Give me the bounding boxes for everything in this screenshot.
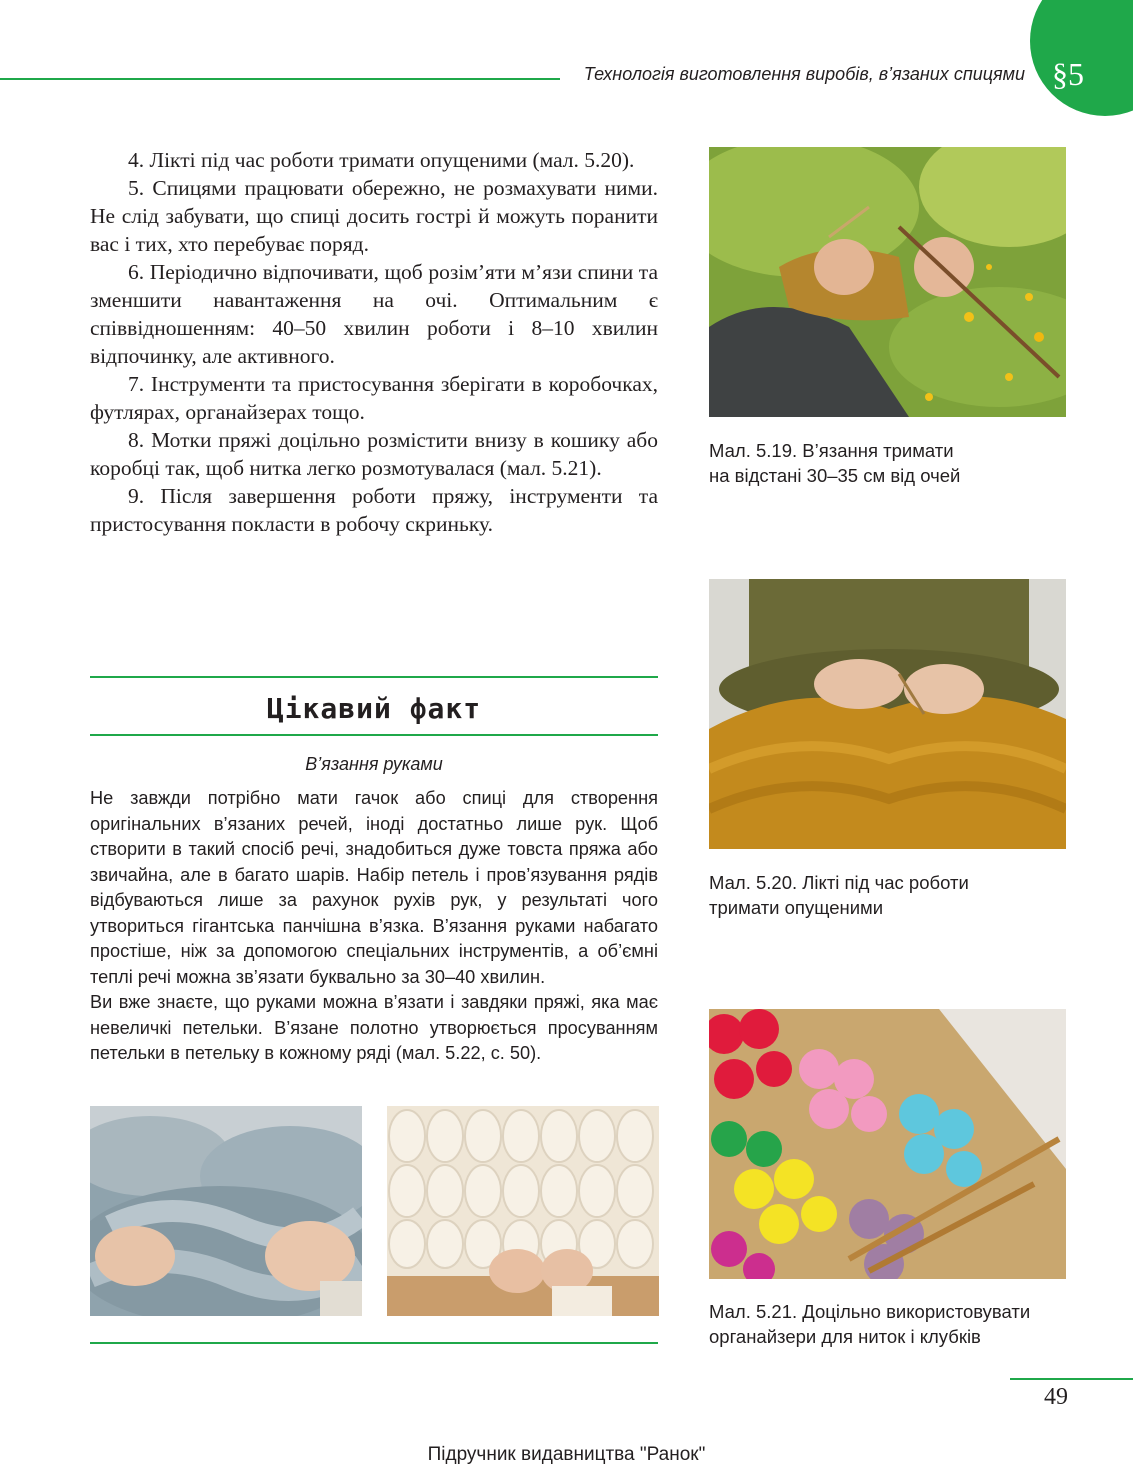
- photo-fig-5-19: [709, 147, 1066, 417]
- section-number: §5: [1052, 56, 1084, 92]
- safety-rules-list: [90, 146, 658, 538]
- caption-line: Мал. 5.20. Лікті під час роботи: [709, 872, 969, 893]
- photo-fig-5-21: [709, 1009, 1066, 1279]
- photo-fig-5-20: [709, 579, 1066, 849]
- caption-fig-5-20: [709, 870, 1069, 920]
- running-header-title: Технологія виготовлення виробів, в’язаних спицями: [583, 64, 1025, 84]
- caption-line: Мал. 5.19. В’язання тримати: [709, 440, 954, 461]
- fact-body: [90, 786, 658, 1067]
- rule-4: 4. Лікті під час роботи тримати опущеними (мал. 5.20).: [128, 148, 635, 172]
- caption-line: на відстані 30–35 см від очей: [709, 465, 961, 486]
- rule-7: 7. Інструменти та пристосування зберігати в коробочках, футлярах, органайзерах тощо.: [90, 372, 658, 424]
- page-number: 49: [1044, 1384, 1068, 1410]
- fact-paragraph: Ви вже знаєте, що руками можна в’язати і завдяки пряжі, яка має невеличкі петельки. В’язане полотно утворюється просуванням петельки в петельку в кожному ряді (мал. 5.22, с. 50).: [90, 992, 658, 1063]
- fact-top-rule: [90, 676, 658, 678]
- fact-title-rule: [90, 734, 658, 736]
- rule-5: 5. Спицями працювати обережно, не розмахувати ними. Не слід забувати, що спиці досить гострі й можуть поранити вас і тих, хто перебуває поряд.: [90, 176, 658, 256]
- photo-arm-knitting-grey: [90, 1106, 362, 1316]
- page-number-rule: [1010, 1378, 1133, 1380]
- photo-chunky-knit-white: [387, 1106, 659, 1316]
- caption-fig-5-19: [709, 438, 1069, 488]
- caption-line: тримати опущеними: [709, 897, 884, 918]
- rule-9: 9. Після завершення роботи пряжу, інструменти та пристосування покласти в робочу скриньку.: [90, 484, 658, 536]
- fact-title: Цікавий факт: [266, 692, 482, 725]
- publisher-footer: Підручник видавництва "Ранок": [427, 1444, 706, 1465]
- caption-fig-5-21: [709, 1299, 1069, 1349]
- fact-paragraph: Не завжди потрібно мати гачок або спиці для створення оригінальних в’язаних речей, іноді достатньо лише рук. Щоб створити в такий спосіб речі, знадобиться дуже товста пряжа або звичайна, але в багато шарів. Набір петель і пров’язування рядів відбуваються лише за рахунок рухів рук, у результаті чого утвориться гігантська панчішна в’язка. В’язання руками набагато простіше, ніж за допомогою спеціальних інструментів, а об’ємні теплі речі можна зв’язати буквально за 30–40 хвилин.: [90, 788, 658, 987]
- fact-subtitle: В’язання руками: [305, 754, 443, 774]
- header-rule: [0, 78, 560, 80]
- rule-8: 8. Мотки пряжі доцільно розмістити внизу в кошику або коробці так, щоб нитка легко розмотувалася (мал. 5.21).: [90, 428, 658, 480]
- fact-bottom-rule: [90, 1342, 658, 1344]
- rule-6: 6. Періодично відпочивати, щоб розім’яти м’язи спини та зменшити навантаження на очі. Оптимальним є співвідношенням: 40–50 хвилин роботи і 8–10 хвилин відпочинку, але активного.: [90, 260, 658, 368]
- caption-line: Мал. 5.21. Доцільно використовувати: [709, 1301, 1031, 1322]
- caption-line: органайзери для ниток і клубків: [709, 1326, 981, 1347]
